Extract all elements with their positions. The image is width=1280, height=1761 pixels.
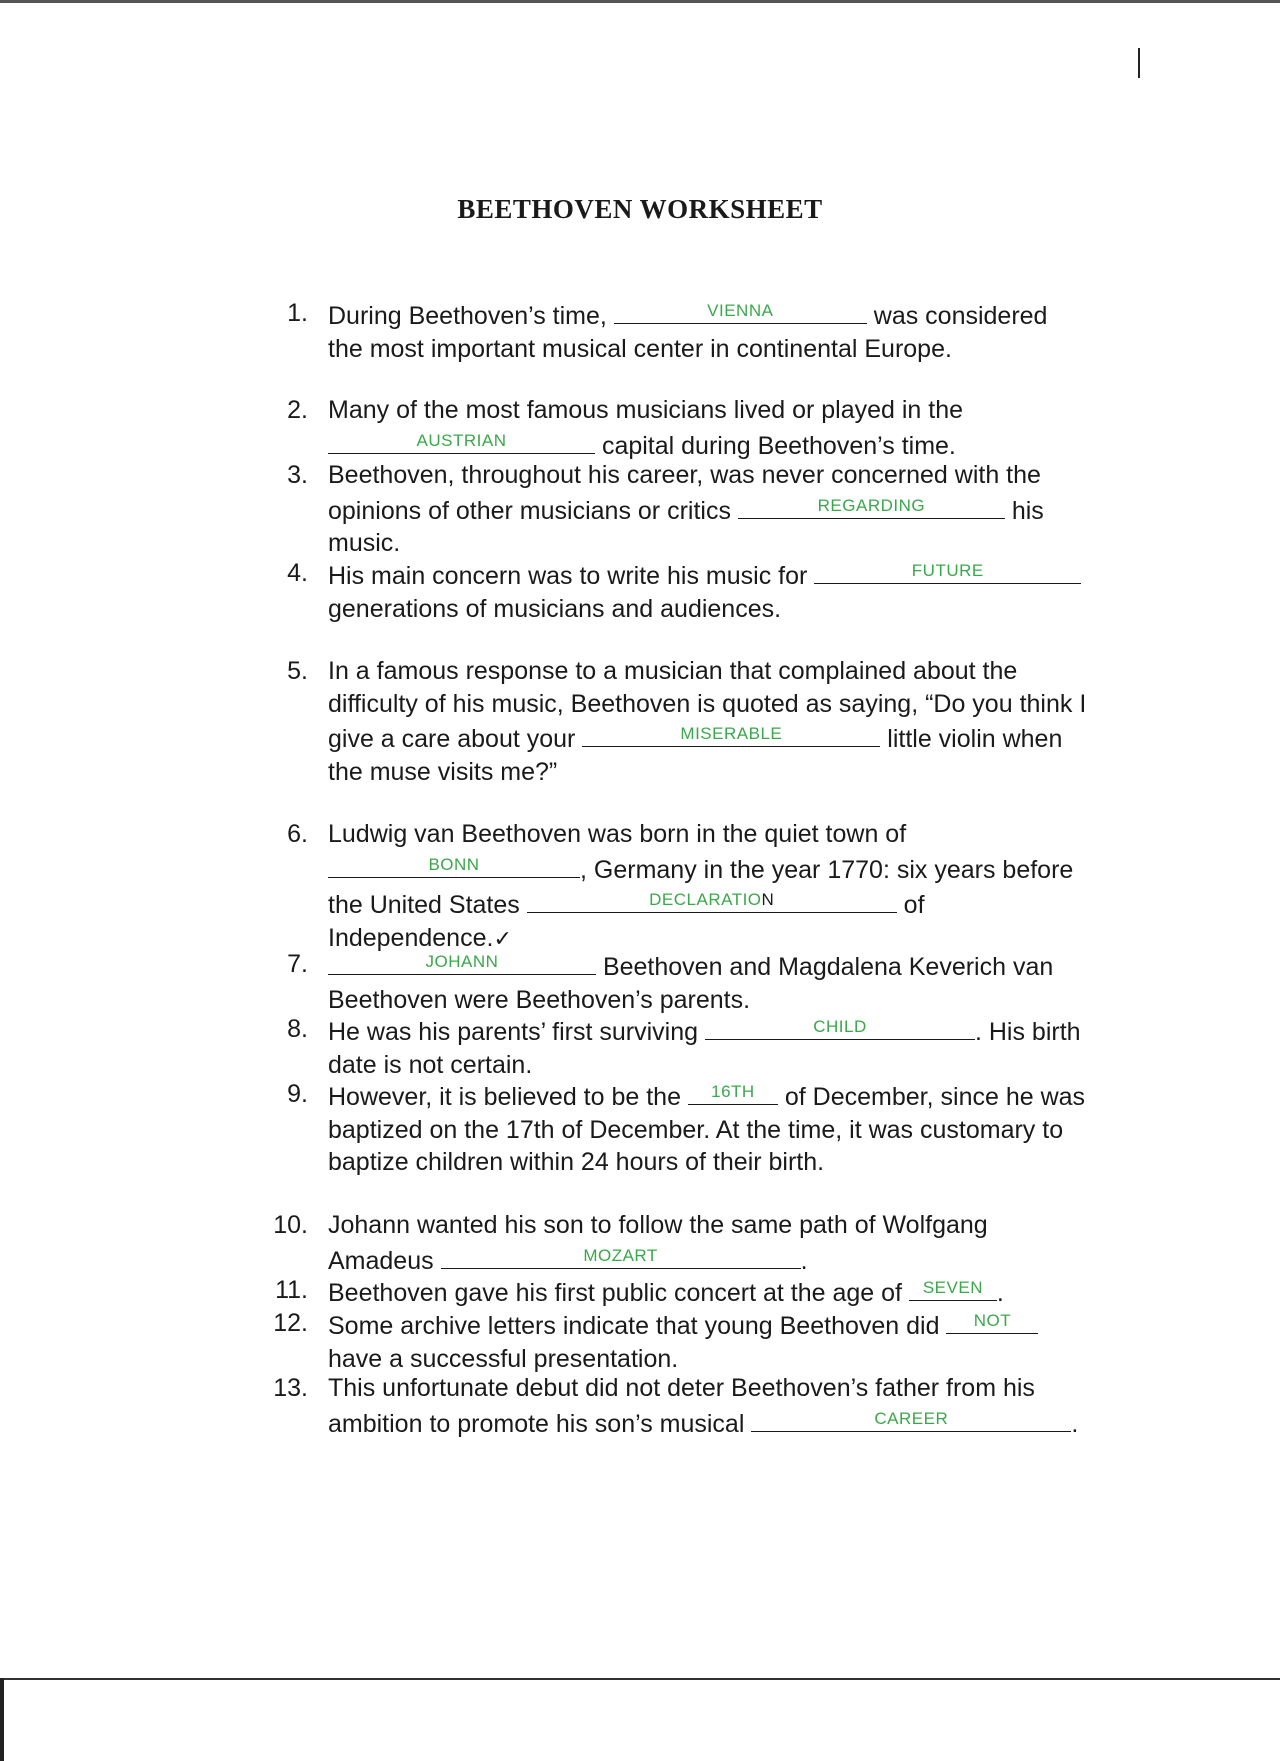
answer-text: VIENNA: [707, 301, 774, 320]
question-text: .: [1071, 1409, 1079, 1438]
question-text: Many of the most famous musicians lived or played in the: [328, 396, 964, 424]
question-text: .: [800, 1246, 808, 1275]
answer-text: JOHANN: [425, 952, 499, 971]
question-number: 1.: [287, 299, 308, 327]
question-13: [273, 1372, 1088, 1440]
scan-edge-left: [0, 1678, 4, 1761]
worksheet-title: BEETHOVEN WORKSHEET: [457, 194, 823, 224]
question-text: was considered the most important musical center in continental Europe.: [328, 302, 1048, 363]
answer-blank: [814, 557, 1081, 584]
question-text: generations of musicians and audiences.: [328, 594, 782, 623]
answer-text: 16TH: [711, 1082, 755, 1101]
question-number: 3.: [287, 461, 308, 489]
answer-text: SEVEN: [922, 1278, 983, 1297]
question-text: Beethoven, throughout his career, was never concerned with the opinions of other musicians or critics: [328, 461, 1041, 525]
question-6: [287, 818, 1088, 955]
scan-edge-bottom: [0, 1678, 1280, 1680]
answer-blank: [738, 492, 1005, 519]
question-text: of Independence.: [328, 891, 925, 952]
question-12: [273, 1307, 1088, 1375]
question-4: [287, 557, 1088, 625]
question-text: capital during Beethoven’s time.: [595, 431, 956, 460]
question-3: [287, 459, 1088, 560]
answer-text: CAREER: [874, 1408, 949, 1428]
question-number: 10.: [273, 1211, 308, 1239]
question-11: [275, 1274, 1088, 1310]
answer-blank: [582, 720, 880, 747]
question-text: .: [996, 1279, 1004, 1307]
answer-text: BONN: [428, 854, 480, 874]
answer-blank: [441, 1242, 801, 1269]
question-10: [273, 1209, 1088, 1277]
pen-mark: [1138, 48, 1140, 78]
question-text: . His birth date is not certain.: [328, 1018, 1081, 1079]
question-text: , Germany in the year 1770: six years before the United States: [328, 855, 1074, 919]
answer-blank: [328, 427, 595, 454]
question-text: little violin when the muse visits me?”: [328, 725, 1063, 786]
question-9: [287, 1078, 1088, 1179]
answer-text: NOT: [973, 1311, 1012, 1330]
question-text: Some archive letters indicate that young Beethoven did: [328, 1312, 947, 1340]
question-number: 8.: [287, 1015, 308, 1043]
question-7: [287, 948, 1088, 1016]
question-text: In a famous response to a musician that complained about the difficulty of his music, Beethoven is quoted as saying, “Do you think I give a care about your: [328, 657, 1087, 753]
checkmark-icon: ✓: [493, 925, 512, 951]
question-text: Ludwig van Beethoven was born in the quiet town of: [328, 820, 907, 848]
question-number: 13.: [273, 1374, 308, 1402]
answer-blank: [688, 1078, 778, 1105]
answer-text: MOZART: [583, 1245, 658, 1265]
answer-overwrite-letter: N: [761, 890, 775, 909]
question-1: [287, 297, 1088, 365]
answer-blank: [946, 1307, 1038, 1334]
answer-text: MISERABLE: [680, 724, 783, 743]
question-text: His main concern was to write his music for: [328, 562, 815, 590]
question-number: 5.: [287, 657, 308, 685]
answer-blank: [328, 851, 580, 878]
question-number: 11.: [275, 1276, 308, 1304]
question-text: of December, since he was baptized on the 17th of December. At the time, it was customary to baptize children within 24 hours of their birth.: [328, 1083, 1086, 1176]
question-number: 7.: [287, 950, 308, 978]
answer-text: [527, 891, 897, 908]
answer-blank: [909, 1274, 997, 1301]
question-number: 2.: [287, 396, 308, 424]
answer-text: AUSTRIAN: [416, 430, 507, 450]
question-number: 4.: [287, 559, 308, 587]
answer-blank: [705, 1013, 975, 1040]
question-text: However, it is believed to be the: [328, 1083, 688, 1111]
answer-text: CHILD: [813, 1017, 867, 1036]
question-8: [287, 1013, 1088, 1081]
answer-blank: [614, 297, 867, 324]
question-text: Johann wanted his son to follow the same path of Wolfgang Amadeus: [328, 1211, 988, 1275]
answer-blank: [751, 1405, 1071, 1432]
question-text: This unfortunate debut did not deter Beethoven’s father from his ambition to promote his son’s musical: [328, 1374, 1035, 1438]
question-number: 12.: [273, 1309, 308, 1337]
question-text: have a successful presentation.: [328, 1344, 679, 1373]
answer-blank: [527, 886, 897, 913]
answer-text: REGARDING: [817, 495, 926, 515]
answer-text-part: DECLARATIO: [649, 890, 762, 909]
question-text: Beethoven gave his first public concert at the age of: [328, 1279, 909, 1307]
question-text: He was his parents’ first surviving: [328, 1018, 705, 1046]
answer-blank: [328, 948, 596, 975]
question-number: 6.: [287, 820, 308, 848]
question-5: [287, 655, 1088, 788]
question-text: During Beethoven’s time,: [328, 302, 614, 330]
question-text: Beethoven and Magdalena Keverich van Beethoven were Beethoven’s parents.: [328, 953, 1054, 1014]
answer-text: FUTURE: [911, 561, 984, 580]
question-number: 9.: [287, 1080, 308, 1108]
question-text: his music.: [328, 496, 1044, 557]
question-2: [287, 394, 1088, 462]
scan-edge-top: [0, 0, 1280, 3]
